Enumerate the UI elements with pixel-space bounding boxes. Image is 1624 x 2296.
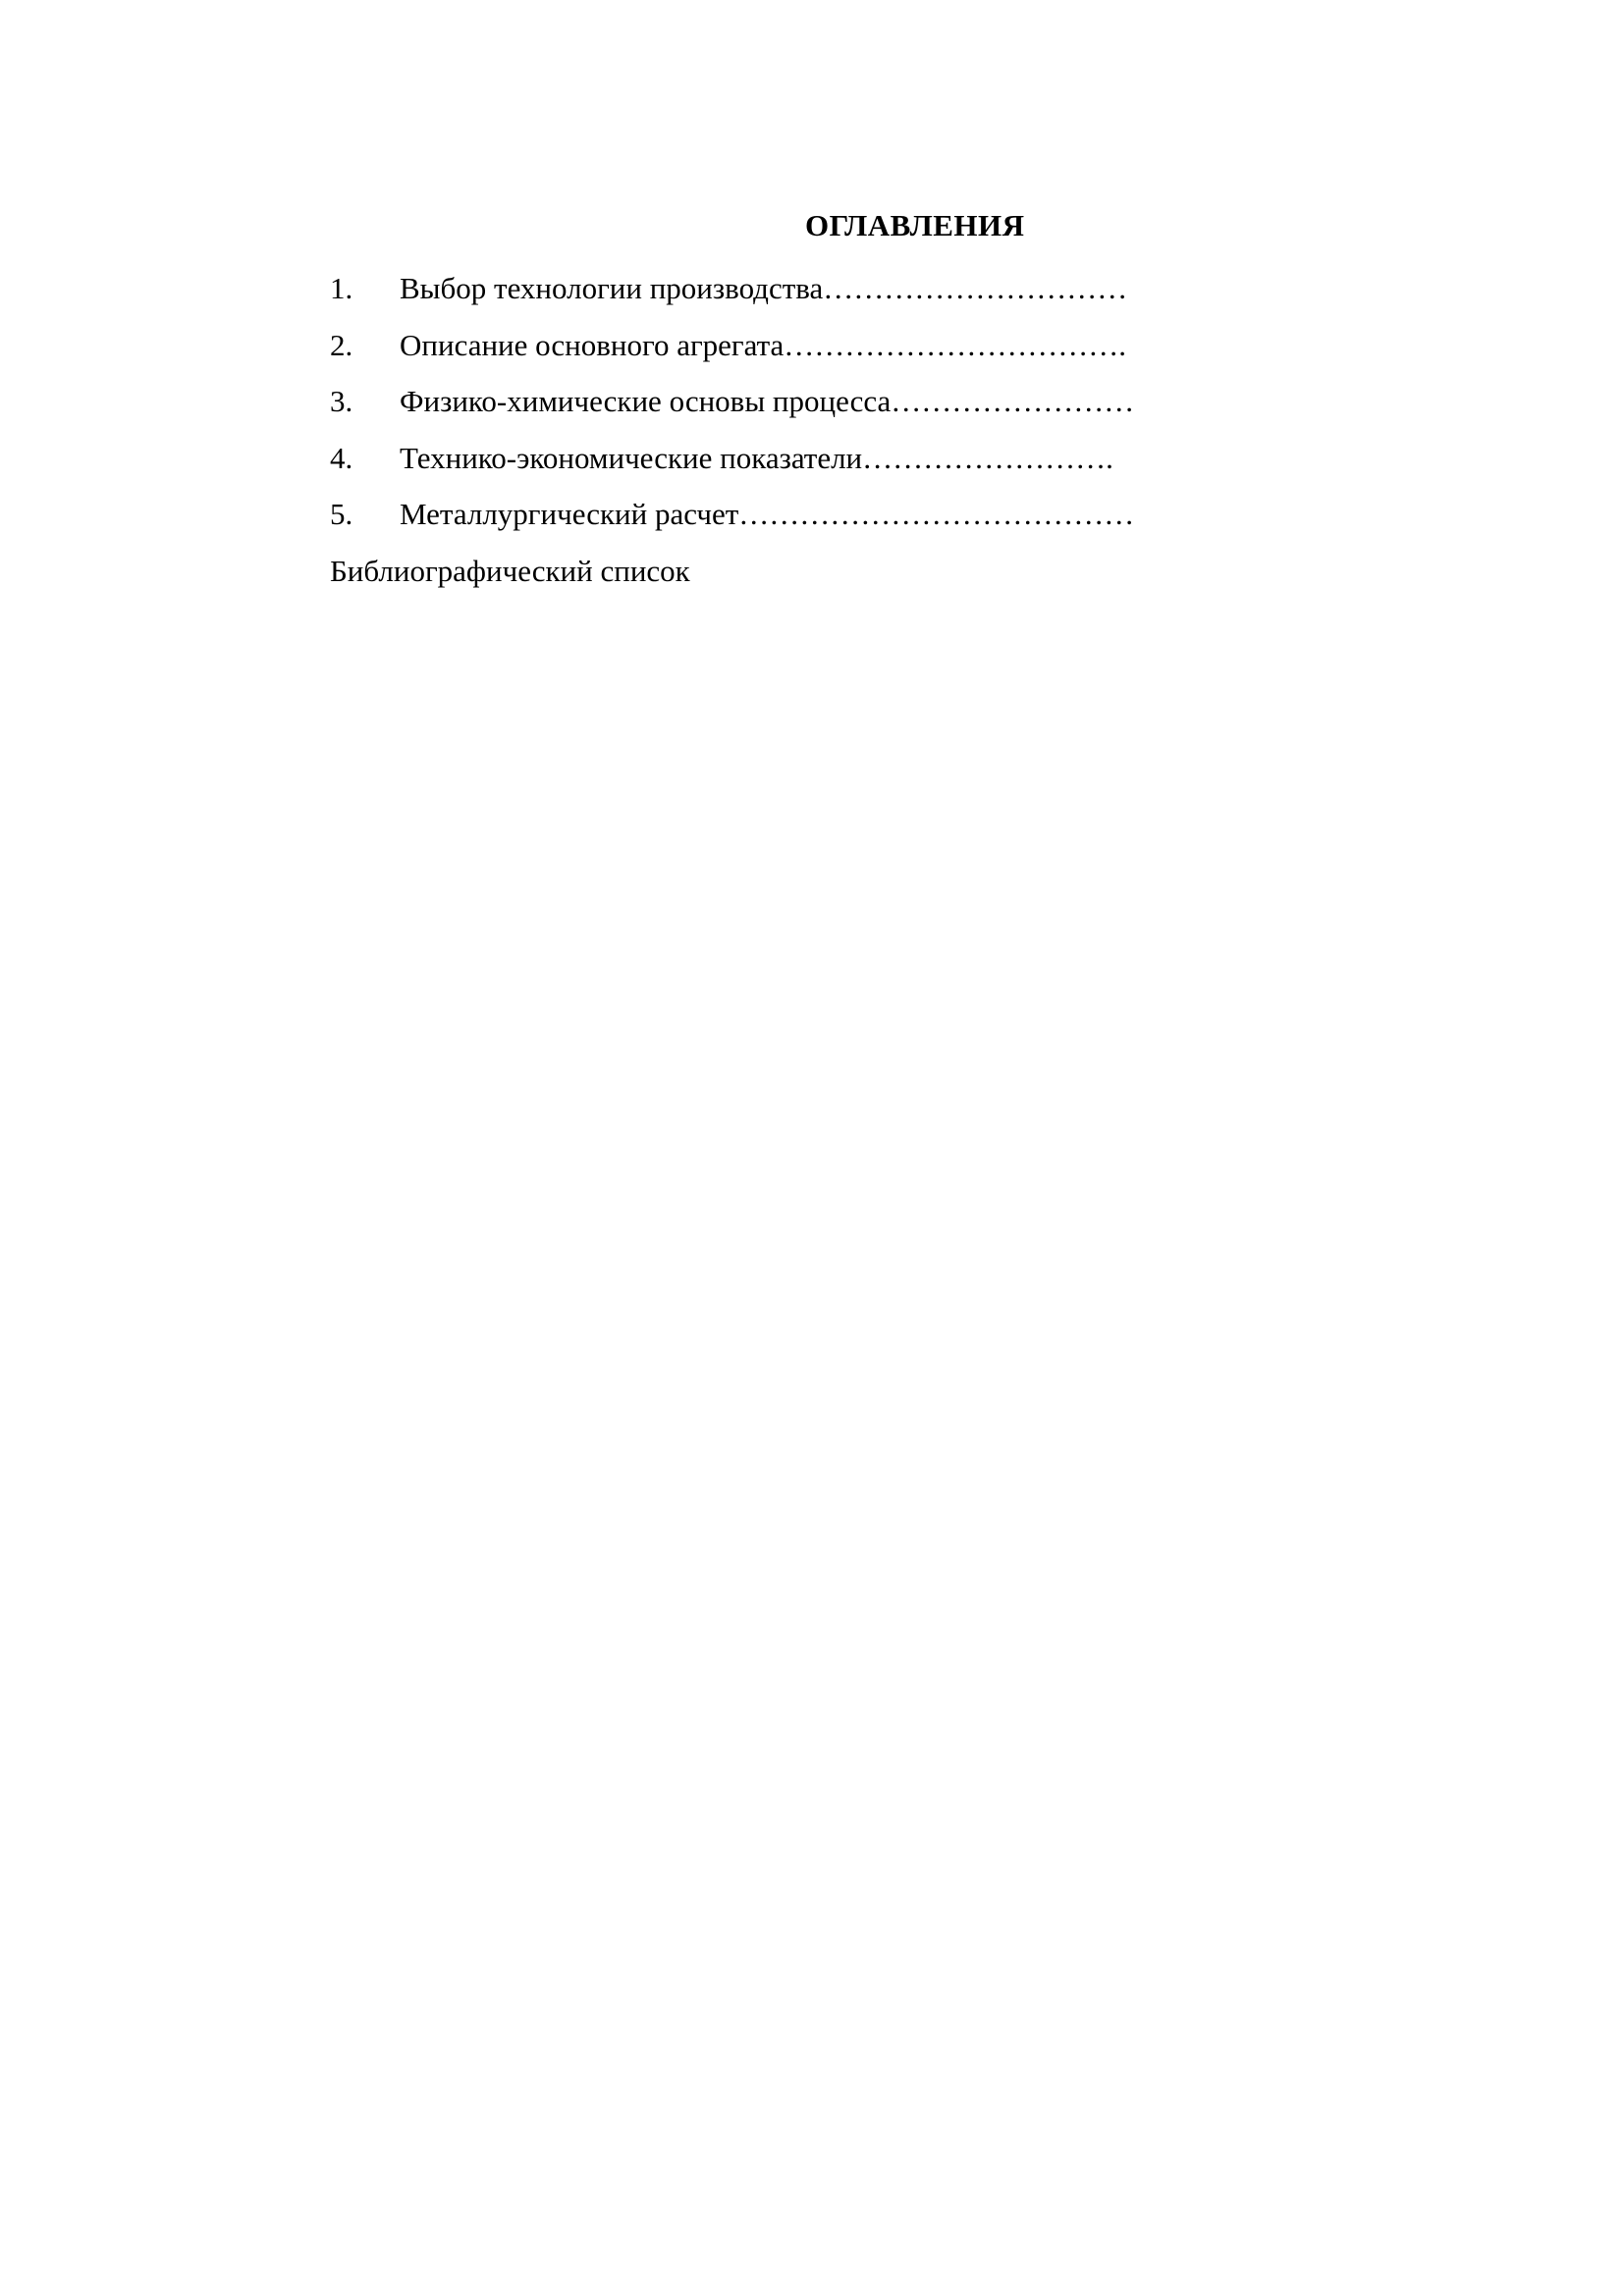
toc-item-text: Металлургический расчет………………………………… <box>400 497 1135 531</box>
toc-item-number: 1. <box>330 271 353 305</box>
toc-list <box>330 263 1214 546</box>
toc-item-text: Технико-экономические показатели……………………. <box>400 440 1113 475</box>
toc-title: ОГЛАВЛЕНИЯ <box>805 208 1025 242</box>
toc-item <box>330 433 1214 490</box>
toc-item <box>330 376 1214 433</box>
toc-item-text: Физико-химические основы процесса…………………… <box>400 384 1135 418</box>
toc-item-number: 4. <box>330 440 353 475</box>
toc-item-number: 2. <box>330 327 353 362</box>
toc-item <box>330 263 1214 320</box>
toc-item <box>330 489 1214 546</box>
toc-item-number: 3. <box>330 384 353 418</box>
toc-item-text: Выбор технологии производства………………………… <box>400 271 1128 305</box>
toc-item-number: 5. <box>330 497 353 531</box>
toc-bibliography: Библиографический список <box>330 554 690 588</box>
toc-item-text: Описание основного агрегата……………………………. <box>400 327 1127 362</box>
toc-item <box>330 320 1214 377</box>
